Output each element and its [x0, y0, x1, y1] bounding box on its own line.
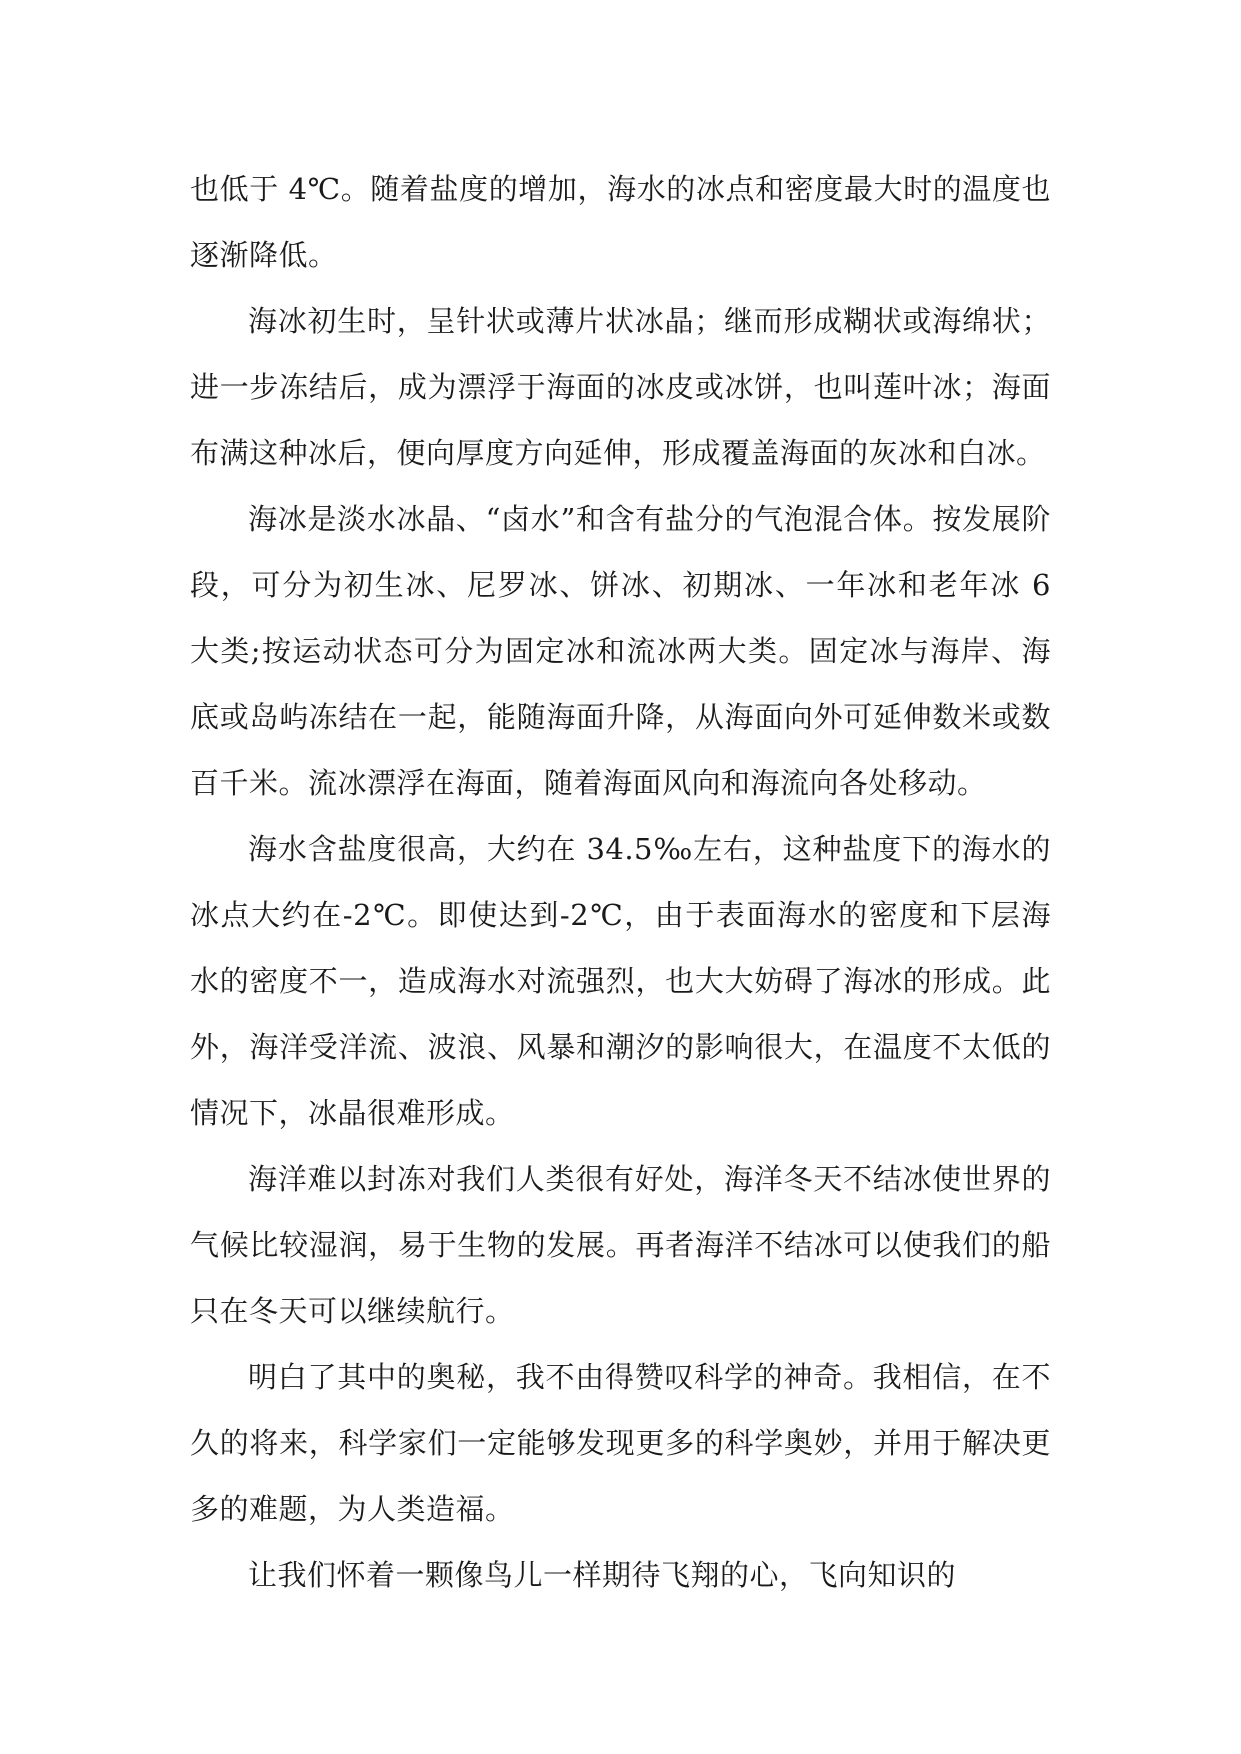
paragraph-4: 海水含盐度很高，大约在 34.5‰左右，这种盐度下的海水的冰点大约在-2℃。即使达到-2℃，由于表面海水的密度和下层海水的密度不一，造成海水对流强烈，也大大妨碍了海冰的形成。此外，海洋受洋流、波浪、风暴和潮汐的影响很大，在温度不太低的情况下，冰晶很难形成。 — [190, 832, 1051, 1130]
paragraph-3: 海冰是淡水冰晶、“卤水”和含有盐分的气泡混合体。按发展阶段，可分为初生冰、尼罗冰、饼冰、初期冰、一年冰和老年冰 6 大类;按运动状态可分为固定冰和流冰两大类。固定冰与海岸、海底或岛屿冻结在一起，能随海面升降，从海面向外可延伸数米或数百千米。流冰漂浮在海面，随着海面风向和海流向各处移动。 — [190, 502, 1051, 800]
paragraph-5: 海洋难以封冻对我们人类很有好处，海洋冬天不结冰使世界的气候比较湿润，易于生物的发展。再者海洋不结冰可以使我们的船只在冬天可以继续航行。 — [190, 1162, 1051, 1328]
paragraph-7: 让我们怀着一颗像鸟儿一样期待飞翔的心，飞向知识的 — [248, 1558, 957, 1592]
paragraph-1: 也低于 4℃。随着盐度的增加，海水的冰点和密度最大时的温度也逐渐降低。 — [190, 172, 1051, 272]
document-body — [190, 156, 1051, 1608]
paragraph-2: 海冰初生时，呈针状或薄片状冰晶；继而形成糊状或海绵状；进一步冻结后，成为漂浮于海面的冰皮或冰饼，也叫莲叶冰；海面布满这种冰后，便向厚度方向延伸，形成覆盖海面的灰冰和白冰。 — [190, 304, 1051, 470]
paragraph-6: 明白了其中的奥秘，我不由得赞叹科学的神奇。我相信，在不久的将来，科学家们一定能够发现更多的科学奥妙，并用于解决更多的难题，为人类造福。 — [190, 1360, 1051, 1526]
